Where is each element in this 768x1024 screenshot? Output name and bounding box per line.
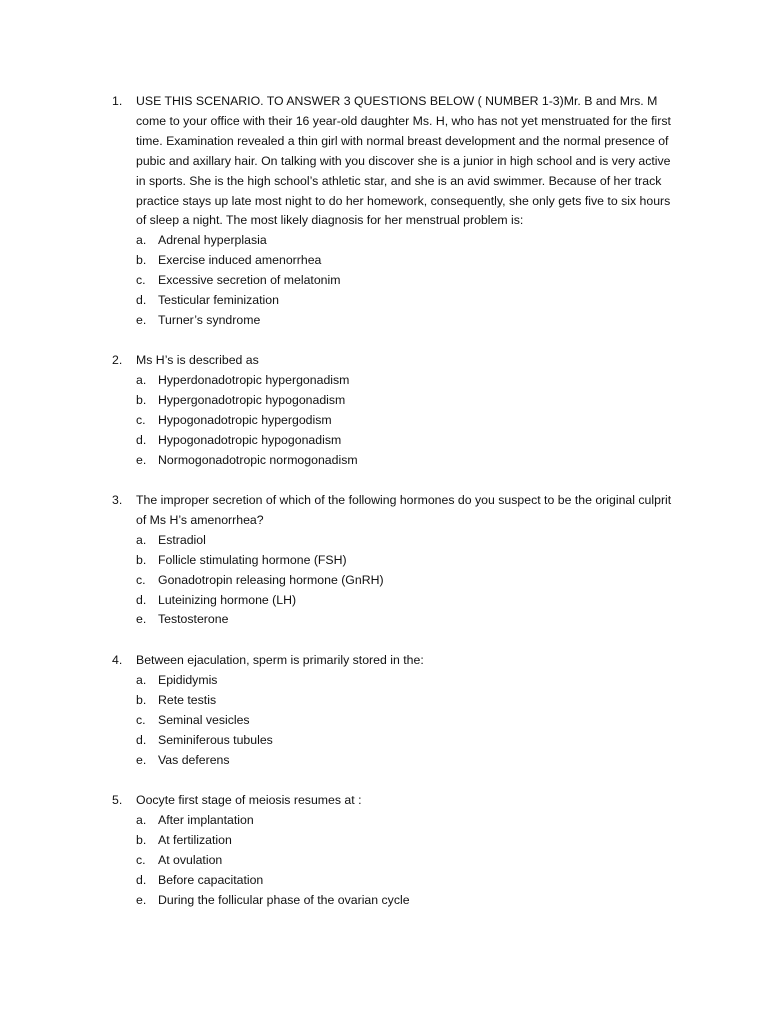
option-a: [112, 811, 672, 831]
option-letter: e.: [136, 312, 147, 327]
question-stem: [112, 651, 672, 671]
option-a: [112, 231, 672, 251]
option-b: [112, 391, 672, 411]
option-e: [112, 451, 672, 471]
option-c: [112, 851, 672, 871]
option-text: Before capacitation: [158, 872, 264, 887]
option-text: Hypogonadotropic hypergodism: [158, 412, 332, 427]
question-stem: [112, 791, 672, 811]
question-3: [112, 491, 672, 630]
option-letter: b.: [136, 253, 147, 268]
option-text: Epididymis: [158, 672, 218, 687]
option-a: [112, 371, 672, 391]
question-number: 5.: [112, 793, 123, 807]
question-1: [112, 92, 672, 331]
option-e: [112, 311, 672, 331]
question-text: Ms H’s is described as: [136, 353, 259, 367]
option-c: [112, 571, 672, 591]
option-letter: a.: [136, 372, 147, 387]
question-5: [112, 791, 672, 910]
option-c: [112, 411, 672, 431]
option-b: [112, 251, 672, 271]
option-text: Turner’s syndrome: [158, 312, 261, 327]
option-text: Gonadotropin releasing hormone (GnRH): [158, 572, 384, 587]
option-letter: b.: [136, 392, 147, 407]
option-d: [112, 731, 672, 751]
option-e: [112, 751, 672, 771]
question-2: [112, 351, 672, 470]
option-text: Seminiferous tubules: [158, 732, 273, 747]
option-letter: c.: [136, 712, 146, 727]
option-letter: a.: [136, 812, 147, 827]
question-number: 2.: [112, 353, 123, 367]
option-text: Hypogonadotropic hypogonadism: [158, 432, 342, 447]
option-text: Hyperdonadotropic hypergonadism: [158, 372, 350, 387]
option-text: Vas deferens: [158, 752, 230, 767]
option-text: Excessive secretion of melatonim: [158, 273, 341, 288]
option-text: Follicle stimulating hormone (FSH): [158, 552, 347, 567]
option-text: Testicular feminization: [158, 293, 279, 308]
question-stem: [112, 491, 672, 531]
option-letter: d.: [136, 432, 147, 447]
option-letter: c.: [136, 572, 146, 587]
question-stem: [112, 92, 672, 231]
option-letter: a.: [136, 532, 147, 547]
option-e: [112, 891, 672, 911]
option-b: [112, 691, 672, 711]
option-text: Normogonadotropic normogonadism: [158, 452, 358, 467]
option-text: Seminal vesicles: [158, 712, 250, 727]
option-letter: e.: [136, 752, 147, 767]
option-text: At fertilization: [158, 832, 232, 847]
option-letter: d.: [136, 592, 147, 607]
option-a: [112, 671, 672, 691]
question-text: USE THIS SCENARIO. TO ANSWER 3 QUESTIONS BELOW ( NUMBER 1-3)Mr. B and Mrs. M come to your office with their 16 year-old daughter Ms. H, who has not yet menstruated for the first time. Examination revealed a thin girl with normal breast development and the normal presence of pubic and axillary hair. On talking with you discover she is a junior in high school and is very active in sports. She is the high school’s athletic star, and she is an avid swimmer. Because of her track practice stays up late most night to do her homework, consequently, she only gets five to six hours of sleep a night. The most likely diagnosis for her menstrual problem is:: [136, 94, 671, 228]
option-letter: d.: [136, 293, 147, 308]
question-number: 1.: [112, 94, 123, 108]
option-c: [112, 271, 672, 291]
option-letter: c.: [136, 852, 146, 867]
option-text: Luteinizing hormone (LH): [158, 592, 297, 607]
option-a: [112, 531, 672, 551]
option-text: Testosterone: [158, 612, 229, 627]
option-letter: a.: [136, 672, 147, 687]
option-text: Rete testis: [158, 692, 217, 707]
option-text: Exercise induced amenorrhea: [158, 253, 322, 268]
option-text: After implantation: [158, 812, 254, 827]
question-text: Between ejaculation, sperm is primarily stored in the:: [136, 653, 424, 667]
option-text: During the follicular phase of the ovarian cycle: [158, 892, 410, 907]
option-letter: e.: [136, 892, 147, 907]
option-letter: b.: [136, 832, 147, 847]
option-text: Hypergonadotropic hypogonadism: [158, 392, 346, 407]
option-d: [112, 431, 672, 451]
option-text: Adrenal hyperplasia: [158, 233, 267, 248]
question-text: The improper secretion of which of the following hormones do you suspect to be the original culprit of Ms H’s amenorrhea?: [136, 493, 672, 527]
question-4: [112, 651, 672, 770]
option-letter: d.: [136, 732, 147, 747]
option-letter: b.: [136, 692, 147, 707]
question-number: 4.: [112, 653, 123, 667]
option-text: At ovulation: [158, 852, 223, 867]
option-e: [112, 610, 672, 630]
option-letter: e.: [136, 612, 147, 627]
option-text: Estradiol: [158, 532, 206, 547]
option-letter: b.: [136, 552, 147, 567]
option-b: [112, 551, 672, 571]
option-letter: d.: [136, 872, 147, 887]
option-d: [112, 591, 672, 611]
question-number: 3.: [112, 493, 123, 507]
option-b: [112, 831, 672, 851]
option-c: [112, 711, 672, 731]
option-letter: c.: [136, 273, 146, 288]
option-letter: c.: [136, 412, 146, 427]
question-stem: [112, 351, 672, 371]
option-letter: a.: [136, 233, 147, 248]
option-letter: e.: [136, 452, 147, 467]
option-d: [112, 871, 672, 891]
question-text: Oocyte first stage of meiosis resumes at :: [136, 793, 362, 807]
option-d: [112, 291, 672, 311]
